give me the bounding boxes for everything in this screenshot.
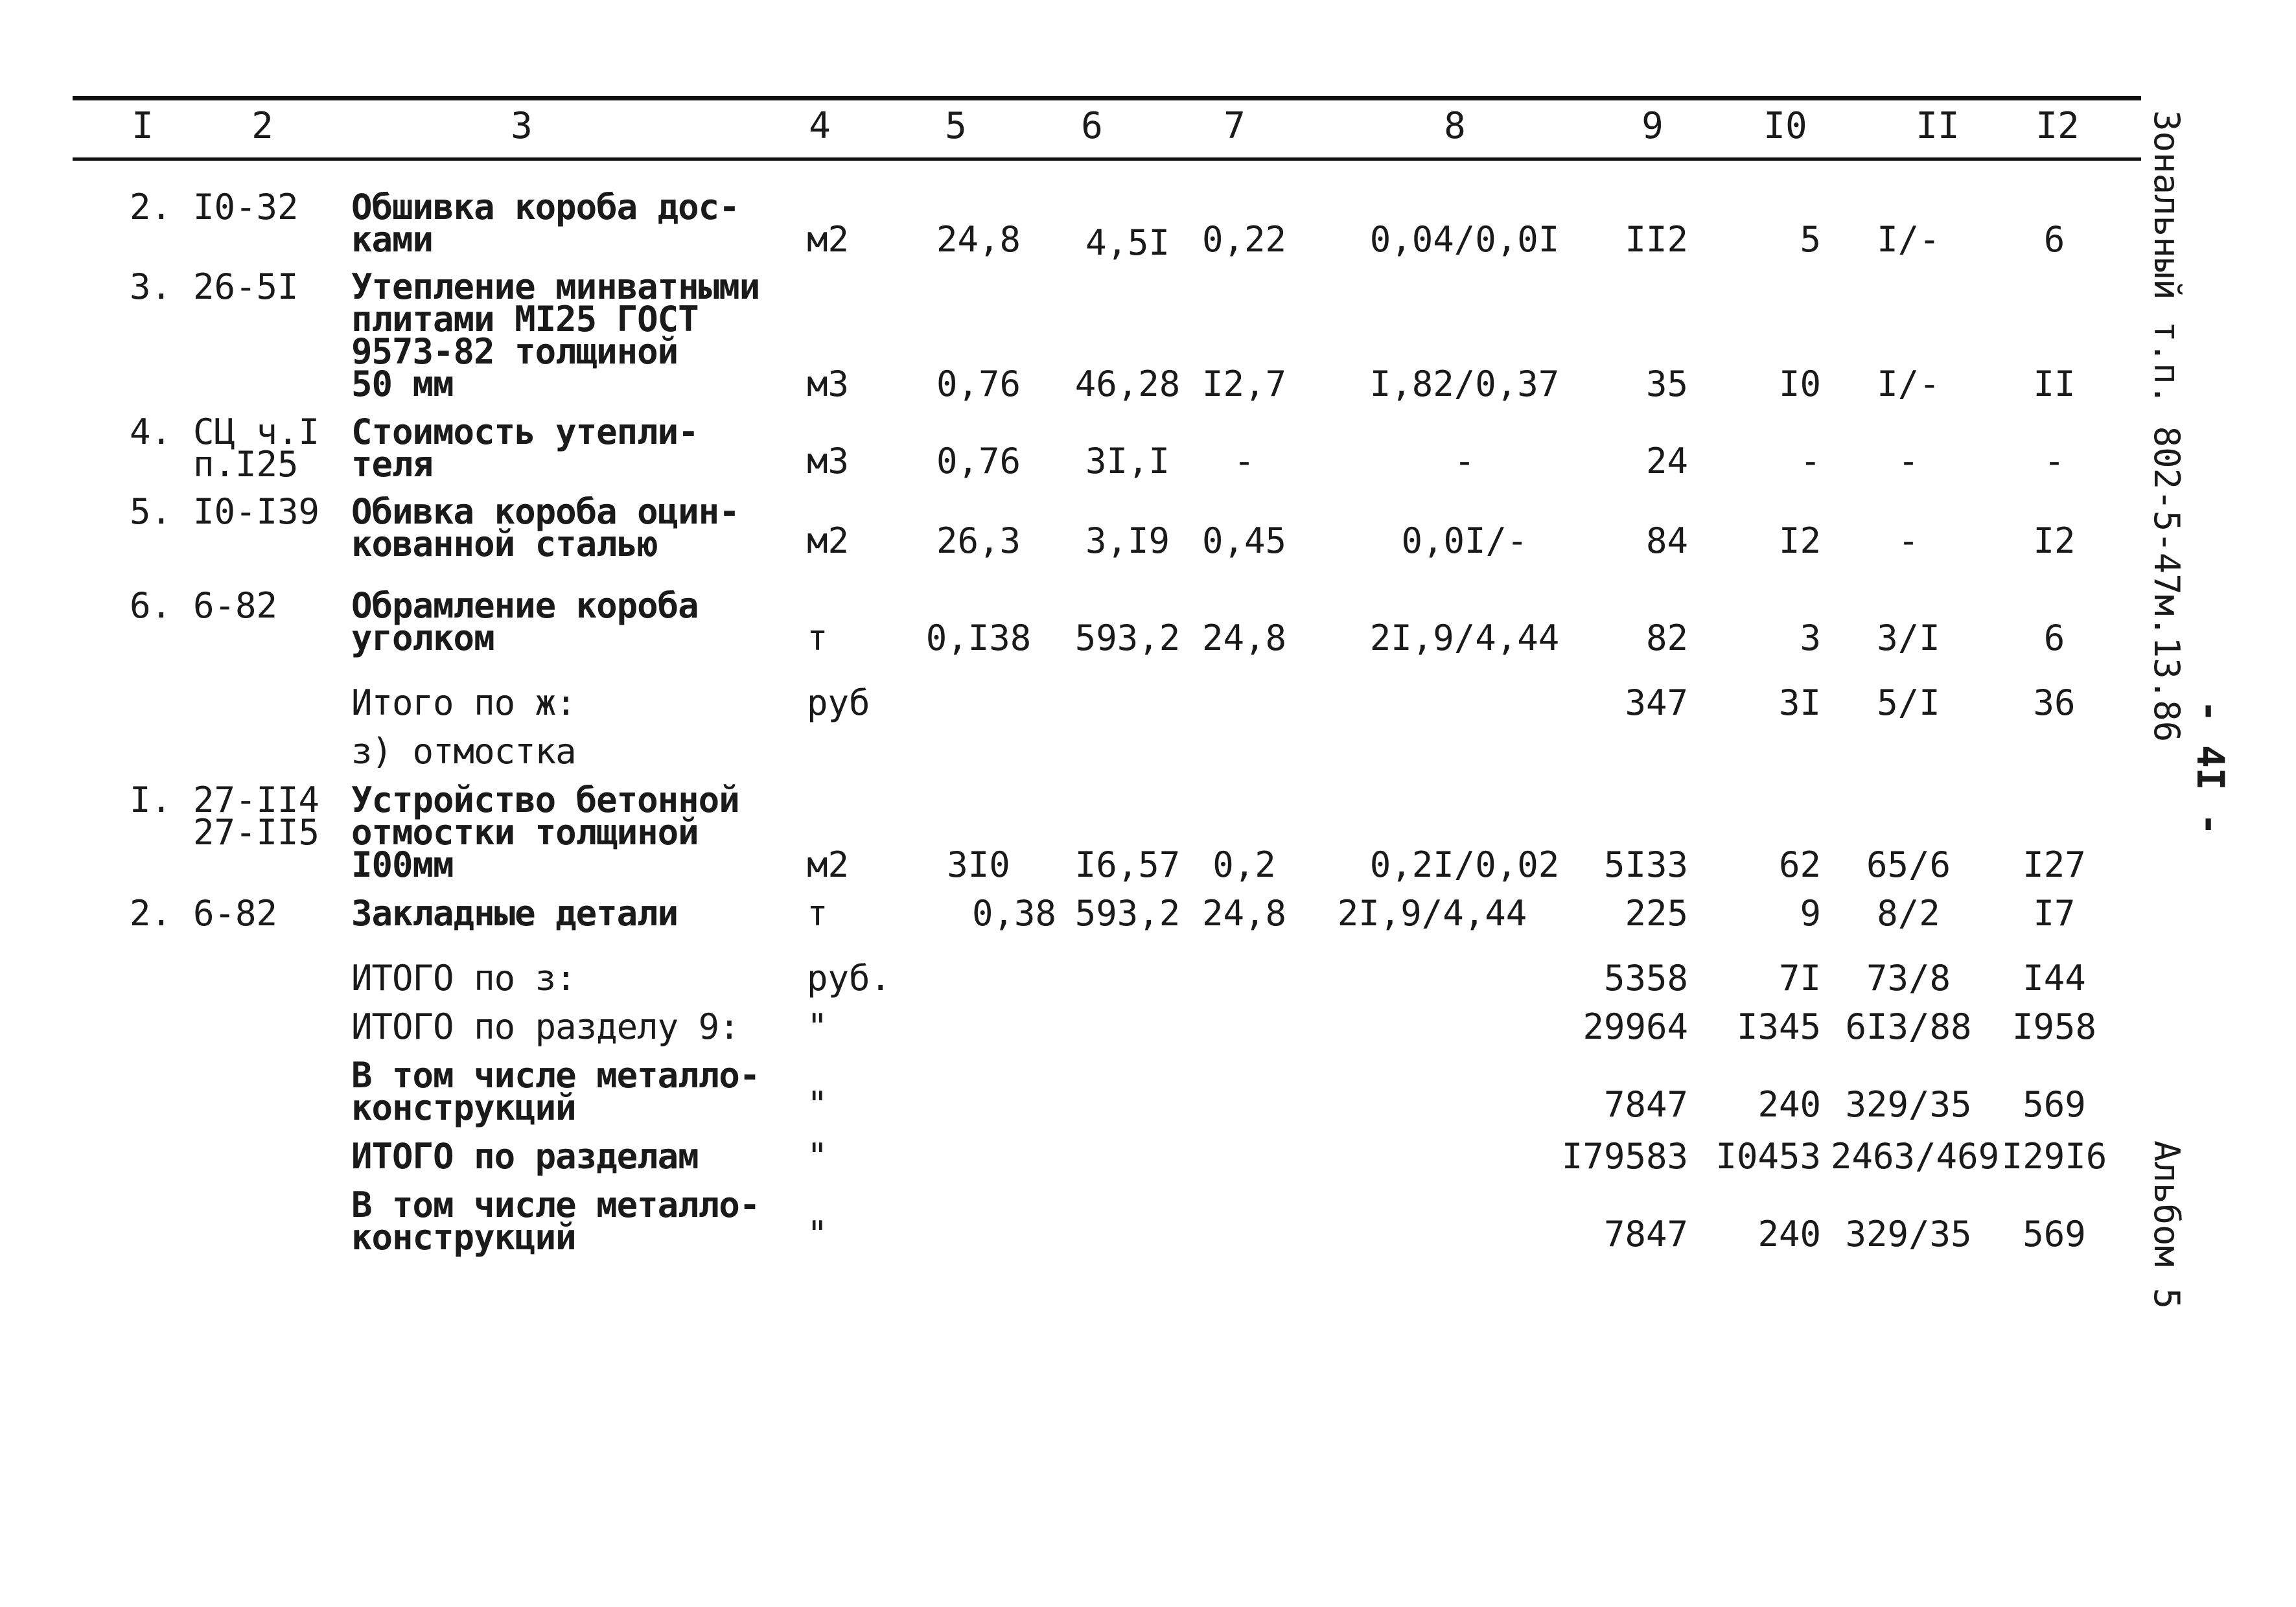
col-10-value: 3 <box>1800 618 1821 658</box>
col-8-value: 2I,9/4,44 <box>1369 618 1560 658</box>
header-col-4: 4 <box>809 105 831 147</box>
row-number: I. <box>130 780 172 820</box>
col-11-value: I/- <box>1877 219 1940 260</box>
header-col-1: I <box>132 105 154 147</box>
unit: руб. <box>807 958 892 999</box>
unit: т <box>807 893 828 934</box>
total-cost: 84 <box>1645 520 1688 561</box>
row-number: 5. <box>130 491 172 532</box>
row-number: 4. <box>130 411 172 452</box>
col-11-value: 6I3/88 <box>1845 1006 1972 1047</box>
col-11-value: 73/8 <box>1866 958 1951 999</box>
total-cost: 5358 <box>1603 958 1688 999</box>
subtotal-label: В том числе металло- конструкций <box>351 1055 760 1128</box>
col-8-value: 0,04/0,0I <box>1369 219 1560 260</box>
header-col-9: 9 <box>1641 105 1664 147</box>
header-col-3: 3 <box>511 105 533 147</box>
col-8-value: 0,0I/- <box>1401 520 1528 561</box>
total-cost: 225 <box>1625 893 1688 934</box>
subtotal-label: ИТОГО по разделам <box>351 1136 699 1177</box>
col-11-value: 2463/469 <box>1831 1136 2000 1177</box>
col-10-value: I0453 <box>1715 1136 1821 1177</box>
total-cost: II2 <box>1625 219 1688 260</box>
col-10-value: 240 <box>1757 1214 1821 1254</box>
work-description: Закладные детали <box>351 893 678 934</box>
quantity: 0,76 <box>936 441 1021 481</box>
col-12-value: 36 <box>2033 682 2076 723</box>
col-10-value: 3I <box>1778 682 1821 723</box>
work-description: Утепление минватными плитами МI25 ГОСТ 9573-82 толщиной 50 мм <box>351 266 760 404</box>
col-11-value: 8/2 <box>1877 893 1940 934</box>
col-8-value: 2I,9/4,44 <box>1337 893 1527 934</box>
quantity: 0,76 <box>936 364 1021 404</box>
total-cost: 24 <box>1645 441 1688 481</box>
norm-code: 27-II4 27-II5 <box>193 780 320 853</box>
unit: " <box>807 1214 828 1254</box>
quantity: 24,8 <box>936 219 1021 260</box>
header-col-7: 7 <box>1223 105 1246 147</box>
col-12-value: 569 <box>2023 1084 2086 1125</box>
table-header-rule <box>73 157 2141 161</box>
total-cost: 7847 <box>1603 1084 1688 1125</box>
col-7-value: 24,8 <box>1201 618 1287 658</box>
unit: т <box>807 618 828 658</box>
norm-code: СЦ ч.I п.I25 <box>193 411 320 485</box>
col-7-value: - <box>1233 441 1255 481</box>
quantity: 0,38 <box>971 893 1056 934</box>
col-12-value: - <box>2043 441 2065 481</box>
col-7-value: 0,2 <box>1212 844 1276 885</box>
norm-code: 6-82 <box>193 893 278 934</box>
total-cost: I79583 <box>1561 1136 1688 1177</box>
col-11-value: 3/I <box>1877 618 1940 658</box>
header-col-2: 2 <box>251 105 273 147</box>
header-col-5: 5 <box>945 105 967 147</box>
unit: руб <box>807 682 870 723</box>
col-10-value: 7I <box>1778 958 1821 999</box>
col-12-value: I2 <box>2033 520 2076 561</box>
col-12-value: I27 <box>2023 844 2086 885</box>
norm-code: I0-I39 <box>193 491 320 532</box>
col-12-value: I7 <box>2033 893 2076 934</box>
col-11-value: - <box>1897 441 1919 481</box>
col-7-value: I2,7 <box>1201 364 1287 404</box>
unit: м3 <box>807 364 850 404</box>
norm-code: 6-82 <box>193 585 278 626</box>
subtotal-label: Итого по ж: <box>351 682 576 723</box>
work-description: Обрамление короба уголком <box>351 585 699 658</box>
table-top-rule <box>73 96 2141 100</box>
work-description: Обшивка короба дос- ками <box>351 187 739 260</box>
header-col-12: I2 <box>2035 105 2080 147</box>
document-code-label: Зональный т.п. 802-5-47м.13.86 <box>2146 110 2187 743</box>
header-col-6: 6 <box>1081 105 1103 147</box>
total-cost: 5I33 <box>1603 844 1688 885</box>
col-10-value: 5 <box>1800 219 1821 260</box>
col-11-value: 329/35 <box>1845 1084 1972 1125</box>
page-number: - 4I - <box>2188 700 2232 836</box>
norm-code: I0-32 <box>193 187 299 227</box>
work-description: Стоимость утепли- теля <box>351 411 699 485</box>
col-7-value: 0,45 <box>1201 520 1287 561</box>
unit: м3 <box>807 441 850 481</box>
unit: " <box>807 1136 828 1177</box>
unit-cost: 3,I9 <box>1085 520 1170 561</box>
subtotal-label: ИТОГО по з: <box>351 958 576 999</box>
col-10-value: I0 <box>1778 364 1821 404</box>
col-12-value: II <box>2033 364 2076 404</box>
unit: " <box>807 1006 828 1047</box>
col-12-value: 6 <box>2043 618 2065 658</box>
col-10-value: 240 <box>1757 1084 1821 1125</box>
quantity: 0,I38 <box>925 618 1032 658</box>
col-12-value: I29I6 <box>2001 1136 2107 1177</box>
col-10-value: 62 <box>1778 844 1821 885</box>
row-number: 3. <box>130 266 172 307</box>
section-heading: з) отмостка <box>351 731 576 772</box>
unit: м2 <box>807 844 850 885</box>
col-10-value: - <box>1800 441 1821 481</box>
col-11-value: I/- <box>1877 364 1940 404</box>
unit-cost: 3I,I <box>1085 441 1170 481</box>
col-12-value: 6 <box>2043 219 2065 260</box>
norm-code: 26-5I <box>193 266 299 307</box>
header-col-8: 8 <box>1444 105 1466 147</box>
col-8-value: 0,2I/0,02 <box>1369 844 1560 885</box>
row-number: 2. <box>130 187 172 227</box>
unit-cost: 593,2 <box>1074 893 1181 934</box>
col-12-value: I44 <box>2023 958 2086 999</box>
col-10-value: I345 <box>1736 1006 1821 1047</box>
col-11-value: 329/35 <box>1845 1214 1972 1254</box>
quantity: 26,3 <box>936 520 1021 561</box>
col-11-value: 5/I <box>1877 682 1940 723</box>
total-cost: 82 <box>1645 618 1688 658</box>
col-7-value: 24,8 <box>1201 893 1287 934</box>
col-11-value: 65/6 <box>1866 844 1951 885</box>
header-col-11: II <box>1916 105 1960 147</box>
col-8-value: I,82/0,37 <box>1369 364 1560 404</box>
work-description: Обивка короба оцин- кованной сталью <box>351 491 739 564</box>
row-number: 2. <box>130 893 172 934</box>
total-cost: 35 <box>1645 364 1688 404</box>
col-10-value: 9 <box>1800 893 1821 934</box>
header-col-10: I0 <box>1763 105 1807 147</box>
unit-cost: 46,28 <box>1074 364 1181 404</box>
col-12-value: 569 <box>2023 1214 2086 1254</box>
row-number: 6. <box>130 585 172 626</box>
total-cost: 29964 <box>1583 1006 1688 1047</box>
subtotal-label: ИТОГО по разделу 9: <box>351 1006 739 1047</box>
total-cost: 347 <box>1625 682 1688 723</box>
work-description: Устройство бетонной отмостки толщиной I00мм <box>351 780 739 885</box>
subtotal-label: В том числе металло- конструкций <box>351 1185 760 1258</box>
col-7-value: 0,22 <box>1201 219 1287 260</box>
quantity: 3I0 <box>947 844 1010 885</box>
col-8-value: - <box>1454 441 1476 481</box>
unit-cost: I6,57 <box>1074 844 1181 885</box>
unit: м2 <box>807 219 850 260</box>
total-cost: 7847 <box>1603 1214 1688 1254</box>
album-label: Альбом 5 <box>2146 1140 2187 1310</box>
unit: м2 <box>807 520 850 561</box>
unit: " <box>807 1084 828 1125</box>
col-11-value: - <box>1897 520 1919 561</box>
col-10-value: I2 <box>1778 520 1821 561</box>
unit-cost: 593,2 <box>1074 618 1181 658</box>
col-12-value: I958 <box>2012 1006 2097 1047</box>
unit-cost: 4,5I <box>1085 222 1170 263</box>
